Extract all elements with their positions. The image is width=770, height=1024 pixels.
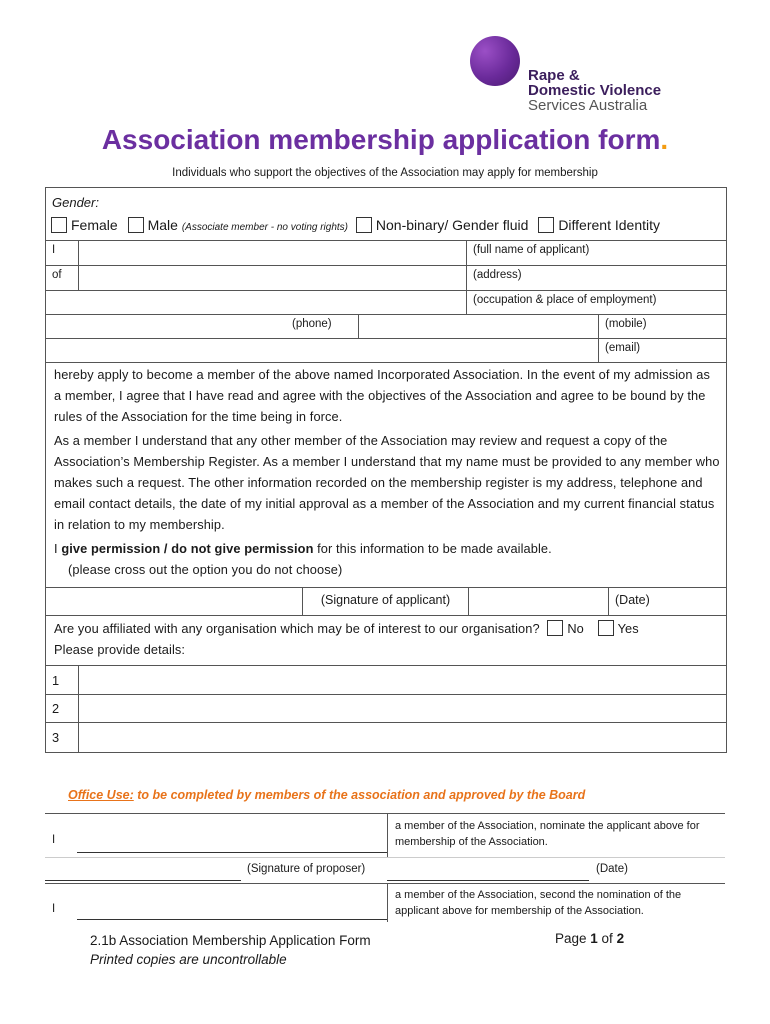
- email-row: [46, 339, 726, 363]
- title-dot: .: [660, 124, 669, 155]
- details-row-3: [46, 723, 726, 752]
- nominator-i: I: [52, 834, 56, 846]
- affiliation-yes-label: Yes: [617, 621, 639, 636]
- office-divider-2: [387, 883, 388, 922]
- phone-field[interactable]: [46, 315, 286, 338]
- proposer-signature-line[interactable]: [45, 880, 241, 881]
- details-num-3: 3: [52, 730, 60, 745]
- permission-choice: give permission / do not give permission: [61, 541, 314, 556]
- phone-label: (phone): [292, 318, 332, 330]
- proposer-date-line[interactable]: [387, 880, 589, 881]
- page-title: [0, 124, 770, 156]
- signature-row: [46, 588, 726, 616]
- p3-prefix: I: [54, 541, 62, 556]
- nonbinary-label: Non-binary/ Gender fluid: [375, 217, 529, 233]
- page-total: 2: [616, 931, 625, 946]
- office-use-label: Office Use:: [68, 788, 134, 802]
- different-identity-label: Different Identity: [558, 217, 660, 233]
- logo-text: [528, 68, 661, 113]
- applicant-signature-field[interactable]: [46, 588, 302, 615]
- details-num-2: 2: [52, 701, 60, 716]
- different-identity-checkbox[interactable]: [538, 217, 554, 233]
- male-note: (Associate member - no voting rights): [181, 222, 348, 233]
- female-label: Female: [71, 217, 118, 233]
- office-divider-1: [387, 814, 388, 857]
- mobile-label: (mobile): [598, 315, 726, 338]
- signature-label: (Signature of applicant): [302, 588, 468, 615]
- page-current: 1: [590, 931, 598, 946]
- declaration-text: [54, 364, 720, 580]
- details-label: Please provide details:: [54, 642, 186, 657]
- affiliation-row: [46, 616, 726, 666]
- application-form: [45, 187, 727, 753]
- affiliation-question: [54, 618, 639, 639]
- gender-options: [51, 217, 660, 233]
- details-num-1: 1: [52, 673, 60, 688]
- logo-line-1: Rape &: [528, 67, 580, 84]
- page-subtitle: Individuals who support the objectives of the Association may apply for membership: [172, 167, 598, 179]
- office-row-divider-2: [45, 883, 725, 884]
- affiliation-yes-checkbox[interactable]: [598, 620, 614, 636]
- logo-line-3: Services Australia: [528, 97, 648, 114]
- details-row-2: [46, 695, 726, 723]
- declaration-p3: [54, 538, 720, 559]
- nominate-text: a member of the Association, nominate the applicant above for membership of the Association.: [395, 820, 700, 848]
- details-field-1[interactable]: [78, 666, 726, 694]
- office-use-instruction: to be completed by members of the association and approved by the Board: [133, 788, 586, 802]
- details-field-3[interactable]: [78, 723, 726, 752]
- date-label: (Date): [608, 588, 726, 615]
- page-number: [555, 931, 624, 946]
- proposer-label: (Signature of proposer): [247, 863, 366, 875]
- details-field-2[interactable]: [78, 695, 726, 722]
- office-use-title: [68, 788, 585, 802]
- nonbinary-checkbox[interactable]: [356, 217, 372, 233]
- affiliation-no-checkbox[interactable]: [547, 620, 563, 636]
- female-checkbox[interactable]: [51, 217, 67, 233]
- seconder-name-line[interactable]: [77, 919, 387, 920]
- full-name-row: [46, 241, 726, 266]
- email-label: (email): [598, 339, 726, 362]
- footer-doc-name: 2.1b Association Membership Application Form: [90, 933, 371, 948]
- office-row-divider: [45, 857, 725, 858]
- occupation-field[interactable]: [46, 291, 466, 314]
- mobile-field[interactable]: [358, 315, 598, 338]
- footer-note: Printed copies are uncontrollable: [90, 952, 287, 967]
- gender-row: [46, 188, 726, 241]
- p3-suffix: for this information to be made available.: [313, 541, 552, 556]
- i-prefix: I: [52, 244, 56, 256]
- page-prefix: Page: [555, 931, 591, 946]
- full-name-label: (full name of applicant): [466, 241, 726, 265]
- logo-mark: [470, 36, 520, 86]
- logo-line-2: Domestic Violence: [528, 82, 662, 99]
- male-label: Male: [147, 217, 178, 233]
- phone-row: [46, 315, 726, 339]
- seconder-i: I: [52, 903, 56, 915]
- office-use-section: [45, 813, 725, 922]
- gender-label: Gender:: [52, 195, 99, 210]
- footer-doc-info: [90, 931, 371, 969]
- declaration-row: [46, 363, 726, 588]
- male-checkbox[interactable]: [128, 217, 144, 233]
- occupation-label: (occupation & place of employment): [466, 291, 726, 314]
- details-row-1: [46, 666, 726, 695]
- affiliation-question-text: Are you affiliated with any organisation which may be of interest to our organisation?: [54, 621, 540, 636]
- proposer-date-label: (Date): [596, 863, 628, 875]
- full-name-field[interactable]: [78, 241, 466, 265]
- address-row: [46, 266, 726, 291]
- affiliation-no-label: No: [567, 621, 584, 636]
- nominator-name-line[interactable]: [77, 852, 387, 853]
- second-text: a member of the Association, second the nomination of the applicant above for membership of the Association.: [395, 889, 682, 917]
- email-field[interactable]: [46, 339, 598, 362]
- signature-date-field[interactable]: [468, 588, 608, 615]
- declaration-p1: hereby apply to become a member of the above named Incorporated Association. In the event of my admission as a member, I agree that I have read and agree with the objectives of the Association and agree to be bound by the rules of the Association for the time being in force.: [54, 367, 710, 424]
- cross-out-note: (please cross out the option you do not choose): [68, 562, 343, 577]
- title-text: Association membership application form: [101, 124, 661, 155]
- of-prefix: of: [52, 269, 62, 281]
- occupation-row: [46, 291, 726, 315]
- address-label: (address): [466, 266, 726, 290]
- address-field[interactable]: [78, 266, 466, 290]
- page-of: of: [597, 931, 617, 946]
- declaration-p2: As a member I understand that any other member of the Association may review and request a copy of the Association’s Membership Register. As a member I understand that my name must be provided to any member who makes such a request. The other information recorded on the membership register is my address, telephone and email contact details, the date of my initial approval as a member of the Association and my current financial status in relation to my membership.: [54, 433, 720, 532]
